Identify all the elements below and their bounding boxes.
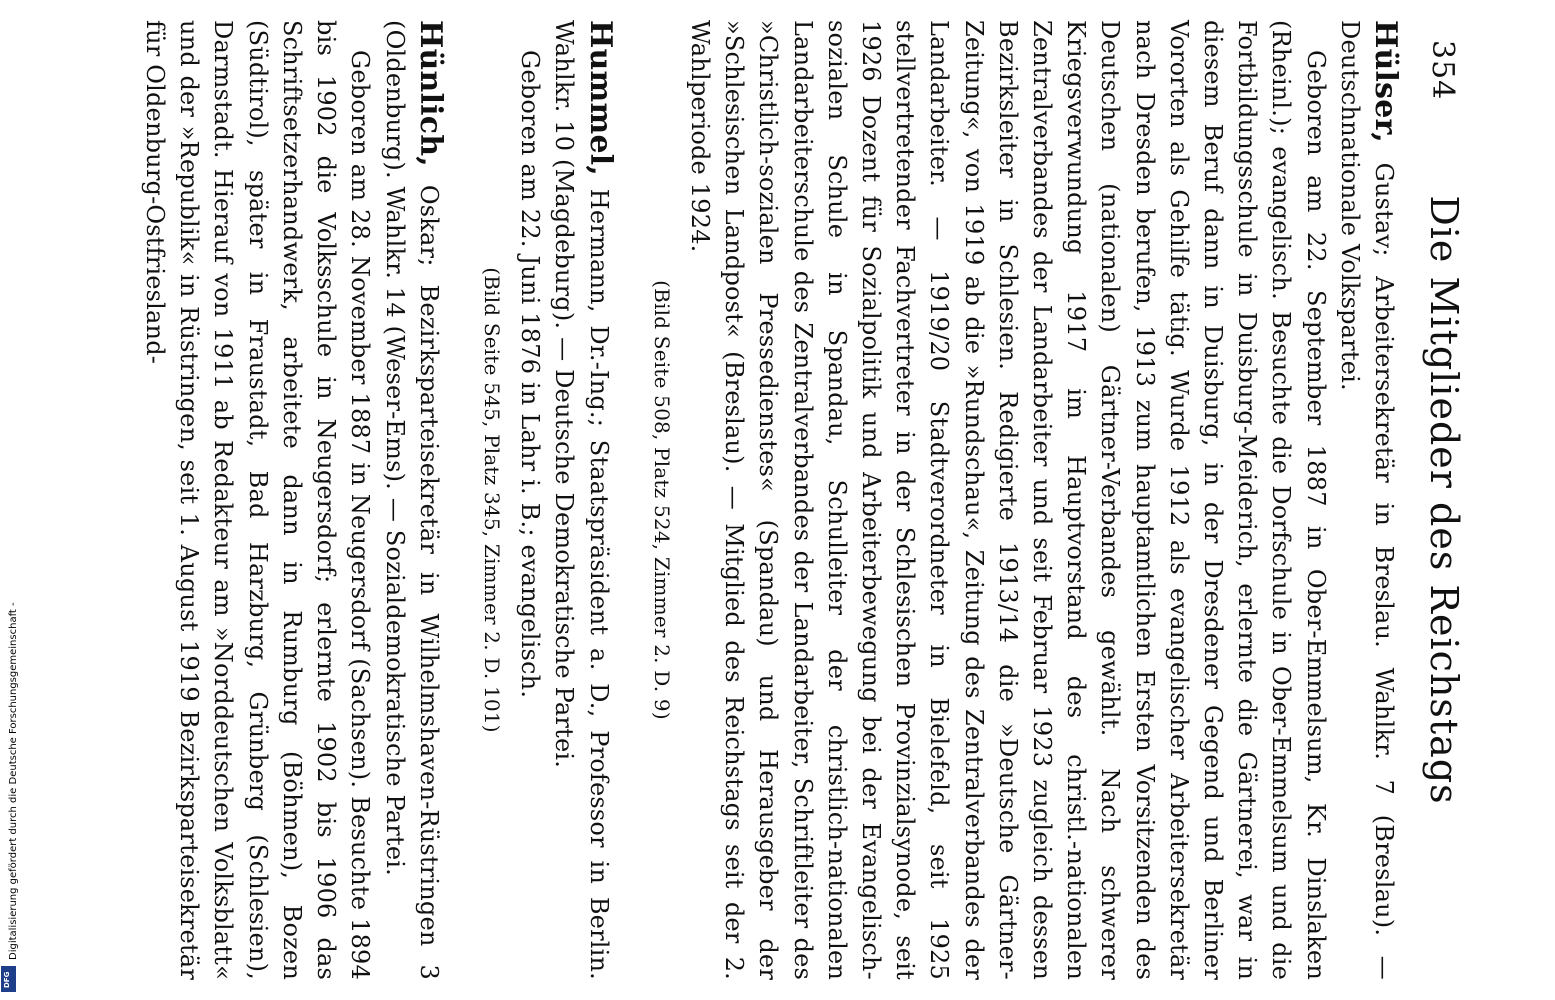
entry-hummel	[475, 20, 617, 980]
entry-name: Hülser,	[1368, 20, 1403, 143]
scanned-page	[90, 0, 1490, 1000]
entry-photo-ref: (Bild Seite 545, Platz 345, Zimmer 2. D. 101)	[479, 267, 504, 733]
entry-headline	[377, 20, 446, 980]
page-body	[90, 20, 1402, 980]
entry-body: Geboren am 22. September 1887 in Ober-Emmelsum, Kr. Dinslaken (Rheinl.); evangelisch. Besuchte die Dorfschule in Ober-Emmelsum und die Fortbildungsschule in Duisburg-Meiderich, erlernte die Gärtnerei, war in diesem Beruf dann in Duisburg, in der Dresdener Gegend und Berliner Vororten als Gehilfe tätig. Wurde 1912 als evangelischer Arbeitersekretär nach Dresden berufen, 1913 zum hauptamtlichen Ersten Vorsitzenden des Deutschen (nationalen) Gärtner-Verbandes gewählt. Nach schwerer Kriegsverwundung 1917 im Hauptvorstand des christl.-nationalen Zentralverbandes der Landarbeiter und seit Februar 1923 zugleich dessen Bezirksleiter in Schlesien. Redigierte 1913/14 die »Deutsche Gärtner-Zeitung«, von 1919 ab die »Rundschau«, Zeitung des Zentralverbandes der Landarbeiter. — 1919/20 Stadtverordneter in Bielefeld, seit 1925 stellvertretender Fachvertreter in der Schlesischen Provinzialsynode, seit 1926 Dozent für Sozialpolitik und Arbeiterbewegung bei der Evangelisch-sozialen Schule in Spandau, Schulleiter der christlich-nationalen Landarbeiterschule des Zentralverbandes der Landarbeiter, Schriftleiter des »Christlich-sozialen Pressedienstes« (Spandau) und Herausgeber der »Schlesischen Landpost« (Breslau). — Mitglied des Reichstags seit der 2. Wahlperiode 1924.	[685, 20, 1330, 980]
entry-body: Geboren am 28. November 1887 in Neugersdorf (Sachsen). Besuchte 1894 bis 1902 die Volksschule in Neugersdorf; erlernte 1902 bis 1906 das Schriftsetzerhandwerk, arbeitete dann in Rumburg (Böhmen), Bozen (Südtirol), später in Fraustadt, Bad Harzburg, Grünberg (Schlesien), Darmstadt. Hierauf von 1911 ab Redakteur am »Norddeutschen Volksblatt« und der »Republik« in Rüstringen, seit 1. August 1919 Bezirksparteisekretär für Oldenburg-Ostfriesland-	[141, 20, 375, 980]
entry-body: Geboren am 22. Juni 1876 in Lahr i. B.; evangelisch.	[516, 50, 545, 699]
entry-headline	[1333, 20, 1402, 980]
entry-name: Hummel,	[582, 20, 618, 176]
page-header	[1408, 0, 1478, 1000]
entry-name: Hünlich,	[412, 20, 448, 167]
entry-huelser	[645, 20, 1402, 980]
digitization-credit	[0, 0, 18, 1000]
running-head: Die Mitglieder des Reichstags	[1422, 195, 1466, 805]
entry-headline	[547, 20, 616, 980]
entry-photo-ref: (Bild Seite 508, Platz 524, Zimmer 2. D. 9)	[649, 280, 674, 720]
dfg-logo: DFG	[1, 966, 16, 992]
credit-text: Digitalisierung gefördert durch die Deutsche Forschungsgemeinschaft -	[8, 602, 19, 960]
page-number: 354	[1425, 40, 1460, 101]
entry-headline-text: Gustav; Arbeitersekretär in Breslau. Wahlkr. 7 (Breslau). — Deutschnationale Volkspartei.	[1335, 20, 1398, 980]
entry-headline-text: Hermann, Dr.-Ing.; Staatspräsident a. D., Professor in Berlin. Wahlkr. 10 (Magdeburg). — Deutsche Demokratische Partei.	[550, 20, 613, 980]
entry-huenlich	[138, 20, 447, 980]
entry-headline-text: Oskar; Bezirksparteisekretär in Wilhelmshaven-Rüstringen 3 (Oldenburg). Wahlkr. 14 (Weser-Ems). — Sozialdemokratische Partei.	[380, 20, 443, 980]
